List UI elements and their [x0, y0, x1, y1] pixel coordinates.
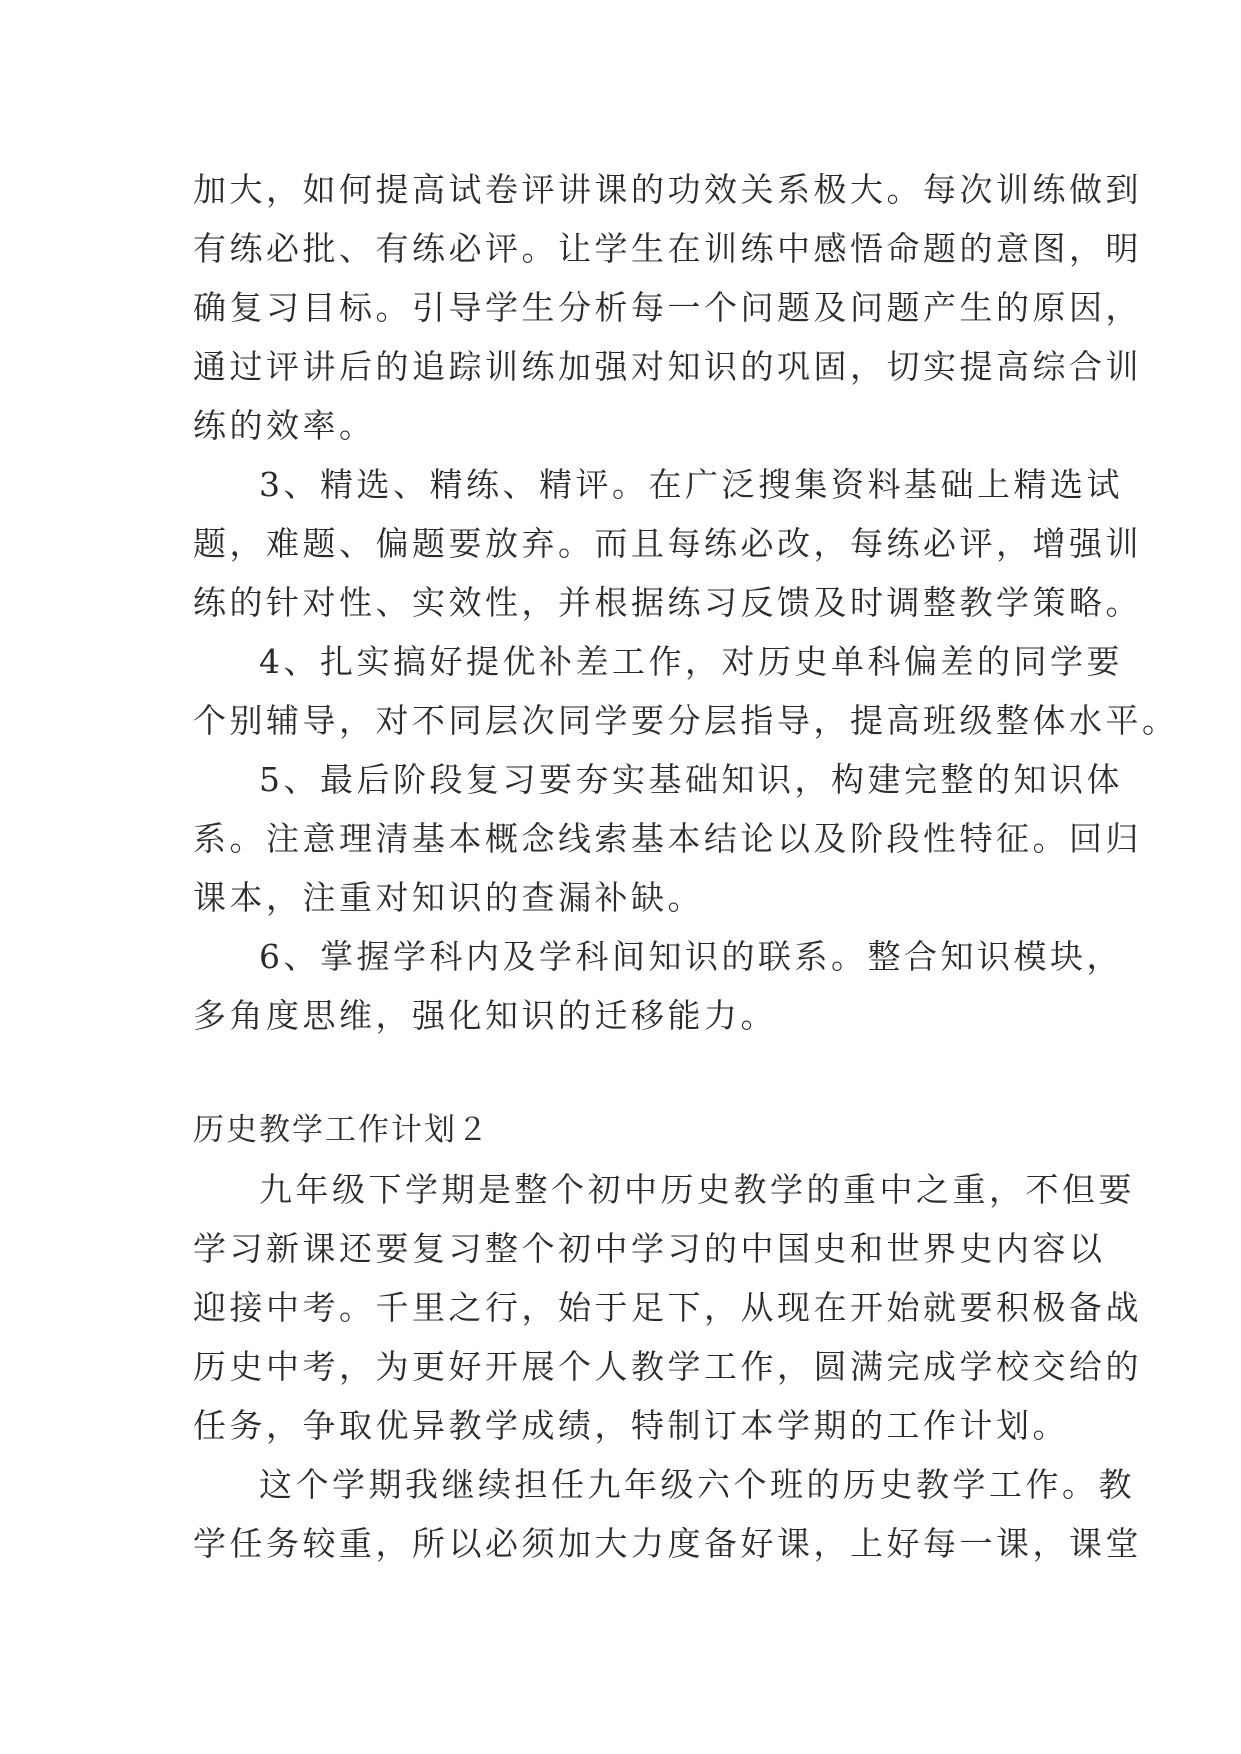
paragraph-semester-intro	[193, 1160, 1142, 1455]
text-line: 通过评讲后的追踪训练加强对知识的巩固，切实提高综合训	[193, 347, 1142, 386]
document-body	[193, 160, 1179, 1573]
paragraph-point-4	[193, 632, 1179, 750]
text-line: 3、精选、精练、精评。在广泛搜集资料基础上精选试	[259, 465, 1123, 504]
text-line: 4、扎实搞好提优补差工作，对历史单科偏差的同学要	[259, 642, 1123, 681]
text-line: 课本，注重对知识的查漏补缺。	[193, 878, 704, 917]
text-line: 有练必批、有练必评。让学生在训练中感悟命题的意图，明	[193, 229, 1142, 268]
paragraph-training-review	[193, 160, 1142, 455]
section-spacer	[193, 1045, 1093, 1101]
text-line: 系。注意理清基本概念线索基本结论以及阶段性特征。回归	[193, 819, 1142, 858]
paragraph-point-5	[193, 750, 1142, 927]
text-line: 迎接中考。千里之行，始于足下，从现在开始就要积极备战	[193, 1288, 1142, 1327]
text-line: 题，难题、偏题要放弃。而且每练必改，每练必评，增强训	[193, 524, 1142, 563]
paragraph-point-3	[193, 455, 1142, 632]
text-line: 学习新课还要复习整个初中学习的中国史和世界史内容以	[193, 1229, 1106, 1268]
text-line: 练的效率。	[193, 406, 376, 445]
text-line: 5、最后阶段复习要夯实基础知识，构建完整的知识体	[259, 760, 1123, 799]
text-line: 多角度思维，强化知识的迁移能力。	[193, 996, 777, 1035]
section-title: 历史教学工作计划２	[193, 1112, 490, 1148]
text-line: 任务，争取优异教学成绩，特制订本学期的工作计划。	[193, 1406, 1069, 1445]
text-line: 九年级下学期是整个初中历史教学的重中之重，不但要	[259, 1170, 1135, 1209]
text-line: 确复习目标。引导学生分析每一个问题及问题产生的原因，	[193, 288, 1142, 327]
text-line: 练的针对性、实效性，并根据练习反馈及时调整教学策略。	[193, 583, 1142, 622]
text-line: 这个学期我继续担任九年级六个班的历史教学工作。教	[259, 1465, 1135, 1504]
paragraph-teaching-duty	[193, 1455, 1142, 1573]
text-line: 学任务较重，所以必须加大力度备好课，上好每一课，课堂	[193, 1524, 1142, 1563]
text-line: 加大，如何提高试卷评讲课的功效关系极大。每次训练做到	[193, 170, 1142, 209]
text-line: 6、掌握学科内及学科间知识的联系。整合知识模块，	[259, 937, 1123, 976]
text-line: 历史中考，为更好开展个人教学工作，圆满完成学校交给的	[193, 1347, 1142, 1386]
paragraph-point-6	[193, 927, 1123, 1045]
text-line: 个别辅导，对不同层次同学要分层指导，提高班级整体水平。	[193, 701, 1179, 740]
